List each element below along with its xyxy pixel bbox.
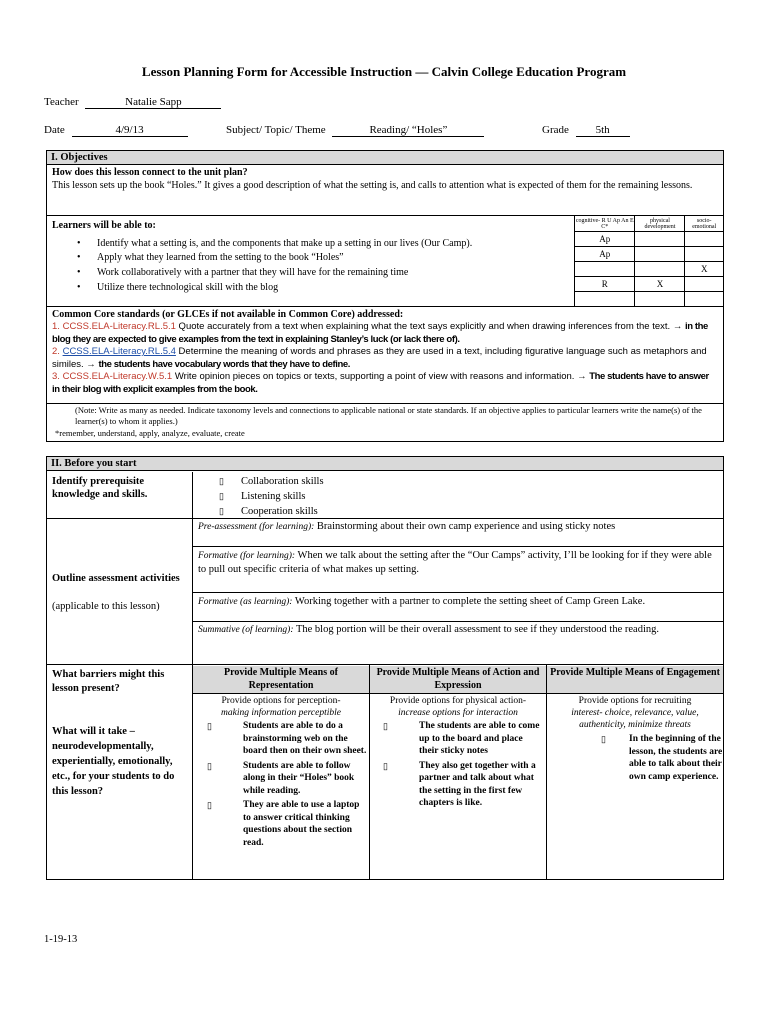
taxonomy-table xyxy=(574,215,724,307)
objectives-note: (Note: Write as many as needed. Indicate taxonomy levels and connections to applicable national or state standards. If an objective applies to particular learners write the name(s) of the learner(s) to whom it applies.) xyxy=(75,405,702,426)
standard-item: 2. CCSS.ELA-Literacy.RL.5.4 Determine the meaning of words and phrases as they are used in a text, including figurative language such as metaphors and similes. → the students have vocabulary words that they have to define. xyxy=(52,346,707,370)
tax-cell: X xyxy=(635,277,685,292)
subject-line xyxy=(226,124,484,137)
barriers-question: What barriers might this lesson present? xyxy=(52,669,165,694)
assess-sub: (applicable to this lesson) xyxy=(52,601,160,612)
udl-representation-subhead: Provide options for perception- making information perceptible xyxy=(221,696,341,718)
date-line xyxy=(44,124,188,137)
tax-cell: X xyxy=(685,262,724,277)
barriers-needs-question: What will it take – neurodevelopmentally, experientially, emotionally, etc., for your students to do this lesson? xyxy=(52,726,175,797)
subject-label: Subject/ Topic/ Theme xyxy=(226,124,326,136)
udl-representation-list xyxy=(207,720,367,849)
udl-action-subhead: Provide options for physical action- increase options for interaction xyxy=(389,696,527,718)
subject-value: Reading/ “Holes” xyxy=(332,124,484,137)
tax-cell xyxy=(685,247,724,262)
connect-question: How does this lesson connect to the unit plan? xyxy=(52,167,248,178)
grade-label: Grade xyxy=(542,124,569,136)
tax-cell xyxy=(685,292,724,307)
udl-header-action: Provide Multiple Means of Action and Expression xyxy=(370,666,546,693)
udl-item: ▯ The students are able to come up to the board and place their sticky notes xyxy=(383,721,540,756)
teacher-value: Natalie Sapp xyxy=(85,96,221,109)
learner-objective: • Work collaboratively with a partner that they will have for the remaining time xyxy=(77,267,409,278)
tax-cell xyxy=(635,247,685,262)
udl-action-list xyxy=(383,720,543,810)
before-heading: II. Before you start xyxy=(47,457,723,471)
objectives-section xyxy=(46,150,724,442)
objectives-heading: I. Objectives xyxy=(47,151,723,165)
standards-label: Common Core standards (or GLCEs if not available in Common Core) addressed: xyxy=(52,309,404,320)
tax-cell xyxy=(575,292,635,307)
assess-label: Outline assessment activities xyxy=(52,573,180,584)
tax-cell xyxy=(635,232,685,247)
tax-cell: Ap xyxy=(575,247,635,262)
learners-label: Learners will be able to: xyxy=(52,220,156,231)
prereq-list xyxy=(219,474,324,519)
teacher-line xyxy=(44,96,221,109)
footer-date: 1-19-13 xyxy=(44,934,78,945)
date-value: 4/9/13 xyxy=(72,124,188,137)
tax-cell xyxy=(635,262,685,277)
tax-cell: R xyxy=(575,277,635,292)
assessment-pre: Pre-assessment (for learning): Brainstorming about their own camp experience and using sticky notes xyxy=(198,521,616,532)
udl-engagement-subhead: Provide options for recruiting interest- choice, relevance, value, authenticity, minimize threats xyxy=(571,696,699,730)
udl-item: ▯ In the beginning of the lesson, the students are able to talk about their own camp experience. xyxy=(601,734,723,782)
prereq-item: ▯ Collaboration skills xyxy=(219,476,324,487)
before-section xyxy=(46,456,724,880)
learner-objective: • Apply what they learned from the setting to the book “Holes” xyxy=(77,252,344,263)
udl-item: ▯ Students are able to follow along in their “Holes” book while reading. xyxy=(207,760,355,796)
assessment-formative-as: Formative (as learning): Working together with a partner to complete the setting sheet of Camp Green Lake. xyxy=(198,596,646,607)
tax-cell xyxy=(575,262,635,277)
tax-header-cognitive: cognitive- R U Ap An E C* xyxy=(575,217,634,230)
prereq-item: ▯ Cooperation skills xyxy=(219,506,318,517)
grade-line xyxy=(542,124,630,137)
prereq-label: Identify prerequisite knowledge and skills. xyxy=(52,476,148,500)
page-title: Lesson Planning Form for Accessible Instruction — Calvin College Education Program xyxy=(141,64,627,79)
standard-link[interactable]: CCSS.ELA-Literacy.RL.5.4 xyxy=(62,346,176,357)
assessment-summative: Summative (of learning): The blog portion will be their overall assessment to see if they understood the reading. xyxy=(198,624,659,635)
connect-answer: This lesson sets up the book “Holes.” It gives a good description of what the setting is, and calls to attention what is expected of them for the remaining lessons. xyxy=(52,180,693,191)
udl-item: ▯ They are able to use a laptop to answer critical thinking questions about the section read. xyxy=(207,800,360,848)
udl-item: ▯ They also get together with a partner and talk about what the setting in the first few chapters is like. xyxy=(383,760,536,808)
standard-item: 1. CCSS.ELA-Literacy.RL.5.1 Quote accurately from a text when explaining what the text says explicitly and when drawing inferences from the text. → in the blog they are expected to give examples from the text in explaining Stanley’s luck (or lack there of). xyxy=(52,321,708,345)
date-label: Date xyxy=(44,124,65,136)
assessment-formative-for: Formative (for learning): When we talk about the setting after the “Our Camps” activity, I’ll be looking for if they were able to pull out specific criteria of what makes up setting. xyxy=(198,550,712,575)
tax-cell xyxy=(685,277,724,292)
tax-cell xyxy=(635,292,685,307)
grade-value: 5th xyxy=(576,124,630,137)
learner-objective: • Utilize there technological skill with the blog xyxy=(77,282,279,293)
prereq-item: ▯ Listening skills xyxy=(219,491,306,502)
udl-header-representation: Provide Multiple Means of Representation xyxy=(193,666,369,693)
udl-engagement-list xyxy=(601,733,723,783)
learner-objective: • Identify what a setting is, and the components that make up a setting in our lives (Our Camp). xyxy=(77,238,473,249)
teacher-label: Teacher xyxy=(44,96,79,108)
udl-header-engagement: Provide Multiple Means of Engagement xyxy=(547,666,723,693)
standard-code: CCSS.ELA-Literacy.W.5.1 xyxy=(62,371,173,382)
standard-item: 3. CCSS.ELA-Literacy.W.5.1 Write opinion pieces on topics or texts, supporting a point of view with reasons and information. → The students have to answer in their blog with explicit examples from the book. xyxy=(52,371,709,395)
tax-cell: Ap xyxy=(575,232,635,247)
tax-cell xyxy=(685,232,724,247)
tax-header-physical: physical development xyxy=(635,216,685,232)
tax-header-socio: socio- emotional xyxy=(685,216,724,232)
standard-code: CCSS.ELA-Literacy.RL.5.1 xyxy=(62,321,176,332)
standards-list xyxy=(52,321,718,396)
udl-item: ▯ Students are able to do a brainstorming web on the board then on their own sheet. xyxy=(207,721,367,756)
taxonomy-footnote: *remember, understand, apply, analyze, evaluate, create xyxy=(55,428,245,438)
